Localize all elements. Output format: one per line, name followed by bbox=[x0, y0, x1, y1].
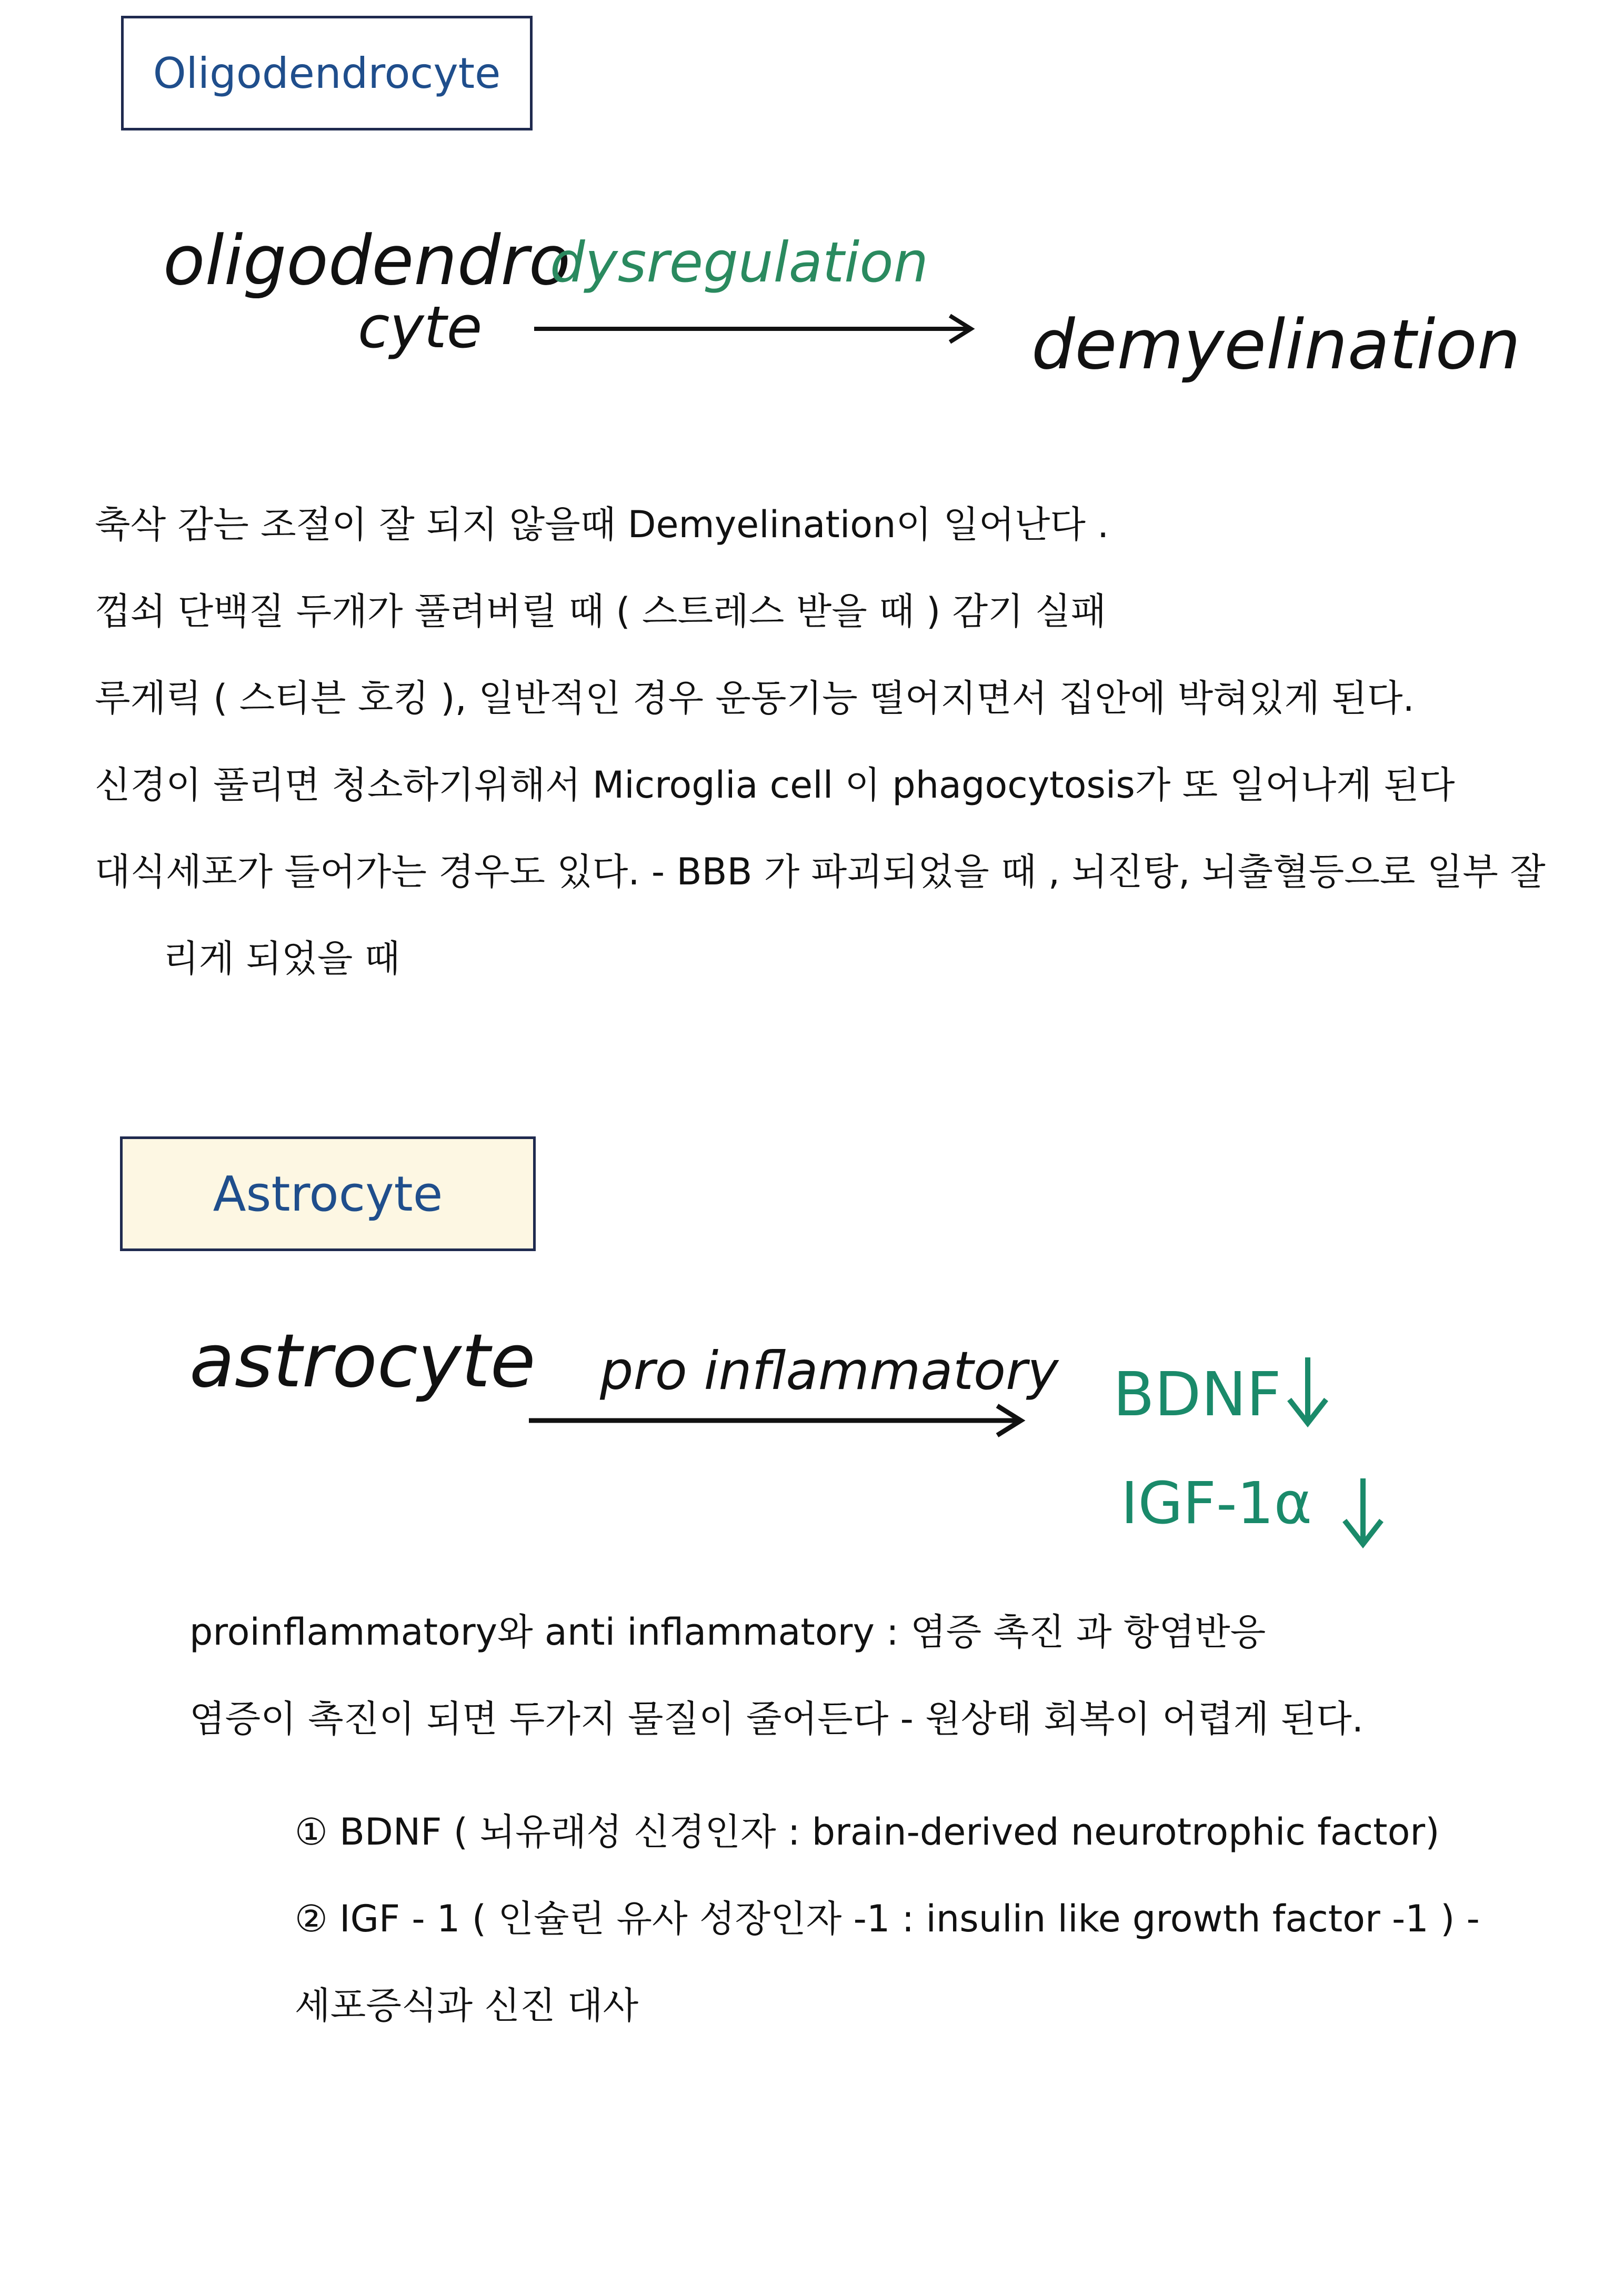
astro-arrow-label: pro inflammatory bbox=[600, 1340, 1059, 1402]
oligo-line-5: 대식세포가 들어가는 경우도 있다. - BBB 가 파괴되었을 때 , 뇌진탕, 뇌출혈등으로 일부 잘 bbox=[95, 850, 1546, 893]
astro-line-2: 염증이 촉진이 되면 두가지 물질이 줄어든다 - 원상태 회복이 어렵게 된다. bbox=[189, 1697, 1364, 1740]
oligo-line-6: 리게 되었을 때 bbox=[163, 937, 400, 980]
diagram-source-text-2: cyte bbox=[358, 294, 483, 361]
oligo-line-4: 신경이 풀리면 청소하기위해서 Microglia cell 이 phagocytosis가 또 일어나게 된다 bbox=[95, 763, 1455, 807]
astrocyte-title: Astrocyte bbox=[213, 1165, 443, 1222]
astro-target-2: IGF-1α bbox=[1121, 1469, 1312, 1537]
astro-line-5: 세포증식과 신진 대사 bbox=[295, 1984, 639, 2027]
oligo-line-2: 껍쇠 단백질 두개가 풀려버릴 때 ( 스트레스 받을 때 ) 감기 실패 bbox=[95, 590, 1107, 633]
astrocyte-diagram bbox=[0, 1289, 1624, 1563]
astro-target-1: BDNF bbox=[1113, 1360, 1281, 1430]
astrocyte-title-box bbox=[120, 1136, 536, 1251]
astro-line-4: ② IGF - 1 ( 인슐린 유사 성장인자 -1 : insulin like growth factor -1 ) - bbox=[295, 1897, 1480, 1940]
oligodendrocyte-title-box bbox=[121, 16, 533, 130]
oligo-line-3: 루게릭 ( 스티븐 호킹 ), 일반적인 경우 운동기능 떨어지면서 집안에 박혀있게 된다. bbox=[95, 677, 1415, 720]
oligodendrocyte-title: Oligodendrocyte bbox=[153, 48, 501, 98]
astro-line-3: ① BDNF ( 뇌유래성 신경인자 : brain-derived neurotrophic factor) bbox=[295, 1810, 1440, 1854]
diagram-target-text: demyelination bbox=[1031, 305, 1521, 385]
down-arrow-icon bbox=[1289, 1357, 1326, 1423]
astro-line-1: proinflammatory와 anti inflammatory : 염증 촉진 과 항염반응 bbox=[189, 1610, 1266, 1654]
diagram-arrow-label: dysregulation bbox=[550, 230, 929, 295]
down-arrow-icon bbox=[1345, 1478, 1381, 1544]
astro-source-text: astrocyte bbox=[189, 1318, 536, 1404]
oligodendrocyte-diagram bbox=[0, 174, 1624, 416]
oligo-line-1: 축삭 감는 조절이 잘 되지 않을때 Demyelination이 일어난다 . bbox=[95, 503, 1109, 546]
diagram-source-text: oligodendro bbox=[163, 220, 571, 300]
